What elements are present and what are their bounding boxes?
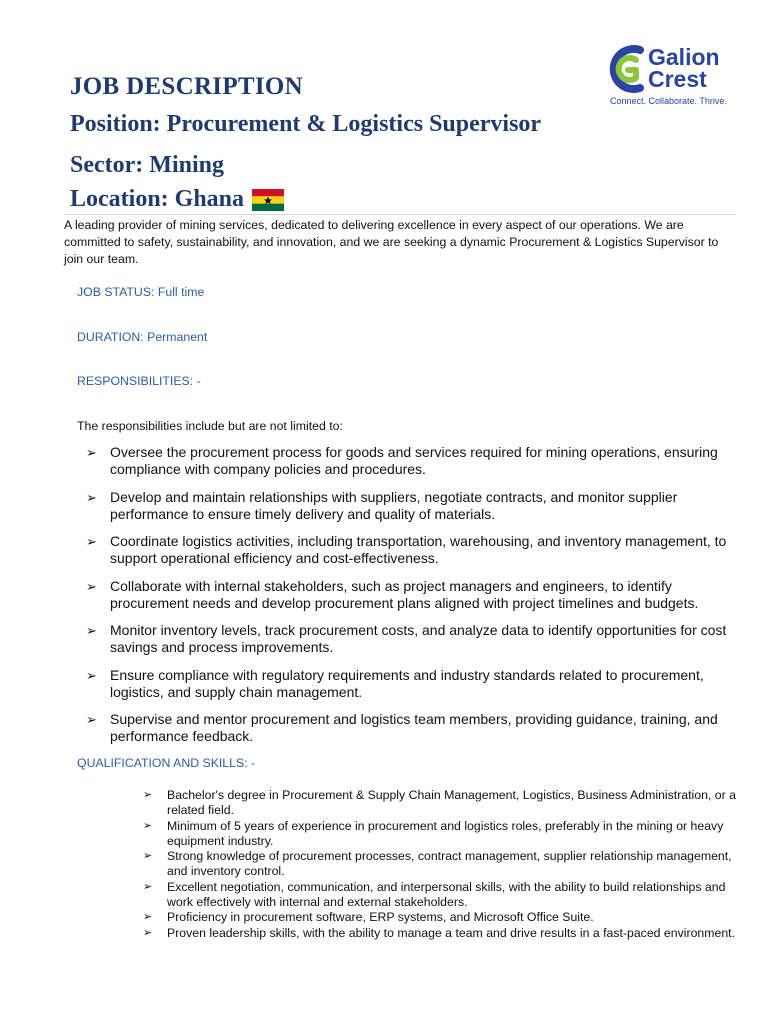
company-intro: A leading provider of mining services, dedicated to delivering excellence in every aspect of our operations. We are committed to safety, sustainability, and innovation, and we are seeking a dynamic Procurement & Logistics Supervisor to join our team. [64,218,719,266]
list-item [86,622,736,656]
list-item [143,910,739,925]
list-item [143,849,739,880]
list-item [143,788,739,819]
arrow-bullet-icon: ➢ [86,623,97,638]
responsibilities-heading: RESPONSIBILITIES: - [77,374,201,388]
job-status: JOB STATUS: Full time [77,285,205,299]
list-item-text: Develop and maintain relationships with suppliers, negotiate contracts, and monitor supplier performance to ensure timely delivery and quality of materials. [110,488,678,522]
responsibilities-list [86,444,736,756]
galion-crest-logo-icon [606,44,650,94]
logo-name-line2: Crest [648,66,707,92]
arrow-bullet-icon: ➢ [143,819,153,832]
list-item-text: Monitor inventory levels, track procurement costs, and analyze data to identify opportunities for cost savings and process improvements. [110,622,727,655]
list-item-text: Coordinate logistics activities, including transportation, warehousing, and inventory management, to support operational efficiency and cost-effectiveness. [110,533,727,566]
arrow-bullet-icon: ➢ [143,850,153,863]
list-item-text: Strong knowledge of procurement processes, contract management, supplier relationship management, and inventory control. [167,849,732,879]
company-logo [606,44,746,108]
list-item-text: Oversee the procurement process for goods and services required for mining operations, ensuring compliance with company policies and procedures. [110,444,718,477]
list-item [86,533,736,567]
arrow-bullet-icon: ➢ [143,911,153,924]
list-item-text: Excellent negotiation, communication, and interpersonal skills, with the ability to build relationships and work effectively with internal and external stakeholders. [167,879,726,910]
list-item-text: Minimum of 5 years of experience in procurement and logistics roles, preferably in the mining or heavy equipment industry. [167,818,724,848]
arrow-bullet-icon: ➢ [86,445,97,460]
sector-heading: Sector: Mining [70,152,224,178]
list-item [86,578,736,612]
duration: DURATION: Permanent [77,330,208,344]
arrow-bullet-icon: ➢ [86,578,97,594]
arrow-bullet-icon: ➢ [143,880,153,893]
qualifications-list [143,788,739,941]
list-item [86,667,736,701]
qualifications-heading: QUALIFICATION AND SKILLS: - [77,756,256,770]
ghana-flag-icon [252,189,284,211]
list-item [86,444,736,478]
arrow-bullet-icon: ➢ [86,667,97,683]
list-item [143,819,739,850]
list-item-text: Proven leadership skills, with the ability to manage a team and drive results in a fast-paced environment. [167,925,735,940]
header-divider [64,214,736,215]
responsibilities-note: The responsibilities include but are not limited to: [77,419,343,433]
location-heading [70,186,284,213]
arrow-bullet-icon: ➢ [143,789,153,801]
logo-name-line1: Galion [648,44,720,70]
list-item-text: Supervise and mentor procurement and logistics team members, providing guidance, training, and performance feedback. [110,711,718,744]
list-item-text: Proficiency in procurement software, ERP systems, and Microsoft Office Suite. [167,910,594,925]
list-item-text: Ensure compliance with regulatory requirements and industry standards related to procurement, logistics, and supply chain management. [110,666,704,700]
list-item-text: Bachelor's degree in Procurement & Supply Chain Management, Logistics, Business Administration, or a related field. [167,788,736,818]
list-item [143,926,739,941]
document-title: JOB DESCRIPTION [70,73,304,100]
arrow-bullet-icon: ➢ [86,489,97,505]
position-heading: Position: Procurement & Logistics Supervisor [70,111,542,137]
location-text: Location: Ghana [70,186,245,212]
arrow-bullet-icon: ➢ [86,534,97,549]
list-item [86,711,736,745]
arrow-bullet-icon: ➢ [143,926,153,939]
logo-tagline: Connect. Collaborate. Thrive. [610,96,727,106]
list-item [86,489,736,523]
arrow-bullet-icon: ➢ [86,712,97,727]
list-item [143,880,739,911]
list-item-text: Collaborate with internal stakeholders, such as project managers and engineers, to identify procurement needs and develop procurement plans aligned with project timelines and budgets. [110,577,699,611]
